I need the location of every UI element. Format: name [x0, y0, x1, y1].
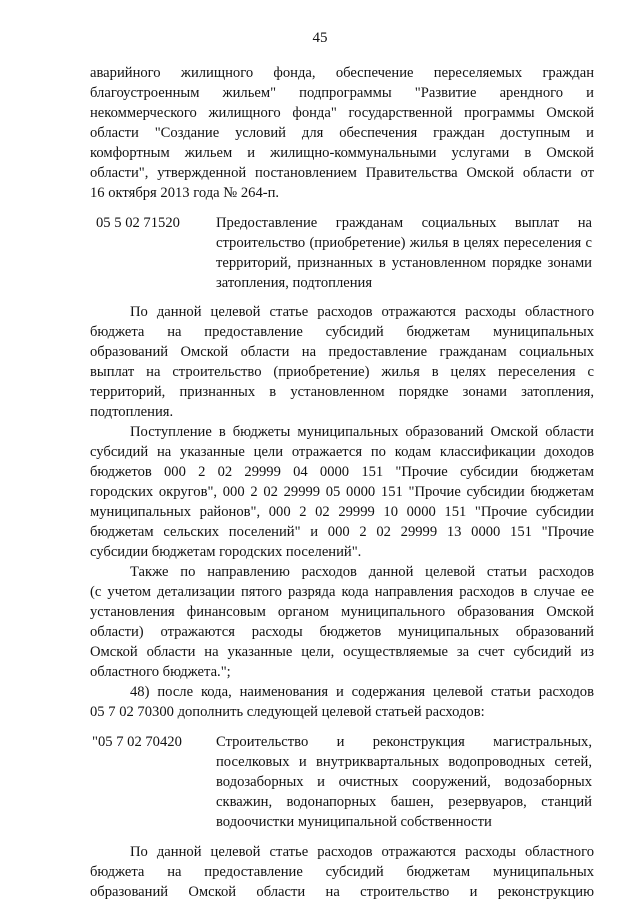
text-line: выплат на строительство (приобретение) жилья в целях переселения с: [90, 364, 594, 380]
entry-code: "05 7 02 70420: [92, 734, 182, 750]
text-line: По данной целевой статье расходов отражаются расходы областного: [130, 844, 594, 860]
text-line: Омской области на указанные цели, осуществляемые за счет субсидий из: [90, 644, 594, 660]
entry-description-line: скважин, водонапорных башен, резервуаров, станций: [216, 794, 592, 810]
text-line: 16 октября 2013 года № 264-п.: [90, 185, 280, 201]
entry-description-line: водозаборных и очистных сооружений, водозаборных: [216, 774, 592, 790]
text-line: комфортным жильем и жилищно-коммунальными услугами в Омской: [90, 145, 594, 161]
text-line: установления финансовым органом муниципального образования Омской: [90, 604, 594, 620]
text-line: 05 7 02 70300 дополнить следующей целевой статьей расходов:: [90, 704, 485, 720]
text-line: Также по направлению расходов данной целевой статьи расходов: [130, 564, 594, 580]
text-line: образований Омской области на предоставление гражданам социальных: [90, 344, 594, 360]
entry-code: 05 5 02 71520: [96, 215, 180, 231]
entry-description-line: Предоставление гражданам социальных выплат на: [216, 215, 592, 231]
text-line: подтопления.: [90, 404, 174, 420]
text-line: муниципальных районов", 000 2 02 29999 10 0000 151 "Прочие субсидии: [90, 504, 594, 520]
text-line: области) отражаются расходы бюджетов муниципальных образований: [90, 624, 594, 640]
text-line: городских округов", 000 2 02 29999 05 0000 151 "Прочие субсидии бюджетам: [90, 484, 594, 500]
text-line: Поступление в бюджеты муниципальных образований Омской области: [130, 424, 594, 440]
text-line: территорий, признанных в установленном порядке зонами затопления,: [90, 384, 594, 400]
text-line: образований Омской области на строительство и реконструкцию: [90, 884, 594, 900]
text-line: бюджета на предоставление субсидий бюджетам муниципальных: [90, 324, 594, 340]
text-line: субсидии бюджетам городских поселений".: [90, 544, 362, 560]
text-line: области", утвержденной постановлением Правительства Омской области от: [90, 165, 594, 181]
text-line: бюджета на предоставление субсидий бюджетам муниципальных: [90, 864, 594, 880]
text-line: аварийного жилищного фонда, обеспечение переселяемых граждан: [90, 65, 594, 81]
entry-description-line: территорий, признанных в установленном порядке зонами: [216, 255, 592, 271]
text-line: (с учетом детализации пятого разряда кода направления расходов в случае ее: [90, 584, 594, 600]
page-number: 45: [312, 30, 328, 46]
text-line: некоммерческого жилищного фонда" государственной программы Омской: [90, 105, 594, 121]
entry-description-line: Строительство и реконструкция магистральных,: [216, 734, 592, 750]
text-line: бюджетам сельских поселений" и 000 2 02 29999 13 0000 151 "Прочие: [90, 524, 594, 540]
text-line: субсидий на указанные цели отражается по кодам классификации доходов: [90, 444, 594, 460]
text-line: области "Создание условий для обеспечения граждан доступным и: [90, 125, 594, 141]
entry-description-line: водоочистки муниципальной собственности: [216, 814, 492, 830]
entry-description-line: поселковых и внутриквартальных водопроводных сетей,: [216, 754, 592, 770]
entry-description-line: строительство (приобретение) жилья в целях переселения с: [216, 235, 592, 251]
text-line: благоустроенным жильем" подпрограммы "Развитие арендного и: [90, 85, 594, 101]
text-line: 48) после кода, наименования и содержания целевой статьи расходов: [130, 684, 594, 700]
text-line: По данной целевой статье расходов отражаются расходы областного: [130, 304, 594, 320]
entry-description-line: затопления, подтопления: [216, 275, 373, 291]
text-line: областного бюджета.";: [90, 664, 231, 680]
text-line: бюджетов 000 2 02 29999 04 0000 151 "Прочие субсидии бюджетам: [90, 464, 594, 480]
